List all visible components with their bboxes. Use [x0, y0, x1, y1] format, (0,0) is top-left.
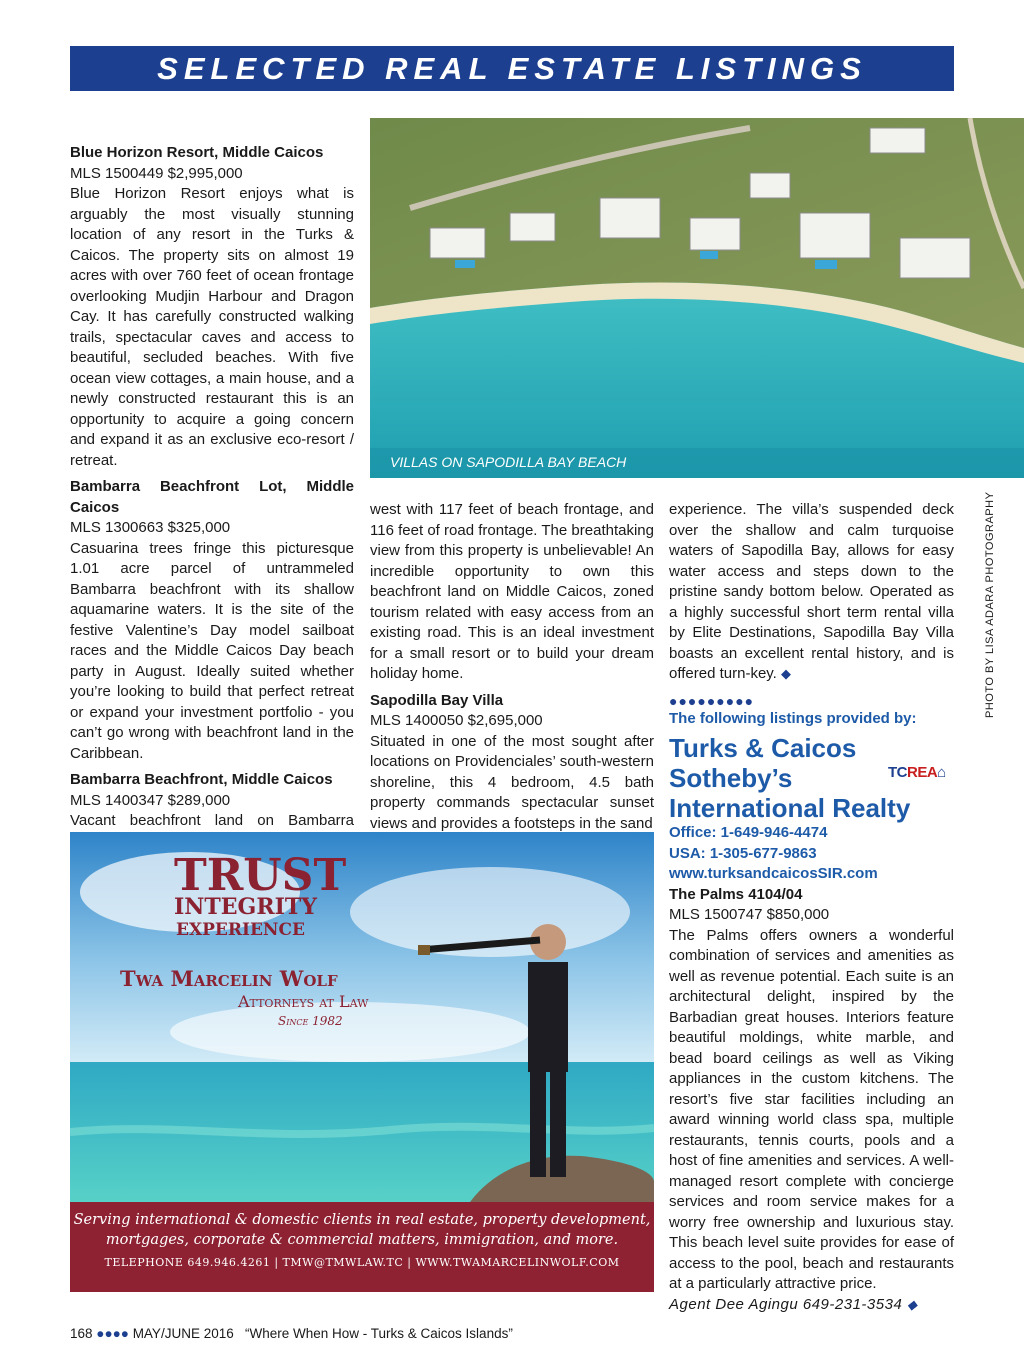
publication-name: “Where When How - Turks & Caicos Islands” — [245, 1326, 513, 1341]
photo-caption: VILLAS ON SAPODILLA BAY BEACH — [390, 454, 627, 470]
diamond-icon: ◆ — [781, 666, 792, 681]
ad-firm-name: Twa Marcelin Wolf — [120, 966, 338, 991]
listing-body: west with 117 feet of beach frontage, and 116 feet of road frontage. The breathtaking view from this property is unbelievable! An incredible opportunity to own this beachfront land on Middle Caicos, zoned tourism related with easy access from an existing road. This is an ideal investment for a small resort or to build your dream holiday home. — [370, 501, 654, 682]
listing-mls: MLS 1300663 $325,000 — [70, 519, 231, 536]
usa-phone: USA: 1-305-677-9863 — [669, 844, 817, 862]
ad-services-line2: mortgages, corporate & commercial matters, immigration, and more. — [105, 1232, 619, 1248]
listing-body: experience. The villa’s suspended deck over the shallow and calm turquoise waters of Sapodilla Bay, allows for easy water access and steps down to the pristine sandy bottom below. Operated as a highly successful short term rental villa by Elite Destinations, Sapodilla Bay Villa boasts an excellent rental history, and is offered turn-key. — [669, 501, 954, 682]
listing-mls: MLS 1500747 $850,000 — [669, 906, 830, 923]
listing-column-3 — [669, 500, 954, 1315]
diamond-icon: ◆ — [906, 1296, 918, 1312]
ad-firm-subtitle: Attorneys at Law — [238, 992, 369, 1011]
agency-name-line2: Sotheby’s — [669, 763, 793, 793]
listing-title: Sapodilla Bay Villa — [370, 691, 504, 709]
roof-icon: ⌂ — [937, 764, 946, 781]
listing-title: Bambarra Beachfront Lot, Middle Caicos — [70, 478, 354, 516]
ad-contact-line: TELEPHONE 649.946.4261 | TMW@TMWLAW.TC | WWW.TWAMARCELINWOLF.COM — [104, 1256, 620, 1269]
listing-column-2 — [370, 500, 654, 834]
agency-name-line1: Turks & Caicos — [669, 733, 857, 763]
ad-since: Since 1982 — [278, 1014, 343, 1028]
ad-bottom-band — [70, 1202, 654, 1292]
page-number: 168 — [70, 1326, 93, 1341]
listing-mls: MLS 1400347 $289,000 — [70, 791, 231, 809]
listing-body: Vacant beachfront land on Bambarra — [70, 812, 354, 829]
listing-column-1 — [70, 143, 354, 852]
aerial-photo — [370, 118, 1024, 478]
law-firm-ad — [70, 832, 654, 1292]
listing-body: The Palms offers owners a wonderful combination of services and amenities as well as revenue potential. Each suite is an architectural delight, inspired by the Barbadian great houses. Interiors feature beautiful moldings, white marble, and bead board ceilings as well as Viking appliances in the custom kitchens. The resort’s five star facilities including an award winning world class spa, multiple restaurants, tennis courts, pools and a host of fine amenities and services. A well-managed resort complete with concierge services and room service makes for a worry free ownership and luxurious stay. This beach level suite provides for ease of access to the pool, beach and restaurants at a particularly attractive price. — [669, 926, 954, 1292]
page-footer — [70, 1326, 513, 1341]
footer-dots: ●●●● — [96, 1326, 129, 1341]
office-phone: Office: 1-649-946-4474 — [669, 824, 828, 841]
agent-contact: Agent Dee Agingu 649-231-3534 — [669, 1295, 903, 1313]
photo-credit: PHOTO BY LISA ADARA PHOTOGRAPHY — [984, 491, 996, 718]
tcrea-logo: TCREA⌂ — [888, 764, 946, 781]
listing-mls: MLS 1500449 $2,995,000 — [70, 164, 243, 182]
listing-mls: MLS 1400050 $2,695,000 — [370, 712, 543, 729]
provided-by-label: The following listings provided by: — [669, 709, 917, 727]
ad-headline-experience: EXPERIENCE — [176, 920, 305, 940]
agency-name-line3: International Realty — [669, 793, 911, 823]
listing-title: Blue Horizon Resort, Middle Caicos — [70, 144, 324, 161]
page-banner: SELECTED REAL ESTATE LISTINGS — [70, 46, 954, 91]
ad-headline-integrity: INTEGRITY — [174, 894, 317, 920]
separator-dots: ●●●●●●●●● — [669, 692, 755, 709]
listing-body: Casuarina trees fringe this picturesque 1.01 acre parcel of untrammeled Bambarra beachfront with its shallow aquamarine waters. It is the site of the festive Valentine’s Day model sailboat races and the Middle Caicos Day beach party in August. Ideally suited whether you’re looking to build that perfect retreat or expand your investment portfolio - you can’t go wrong with beachfront land in the Caribbean. — [70, 539, 354, 762]
listing-title: The Palms 4104/04 — [669, 885, 803, 903]
ad-services-line1: Serving international & domestic clients in real estate, property development, — [73, 1212, 651, 1228]
listing-body: Situated in one of the most sought after locations on Providenciales’ south-western shoreline, this 4 bedroom, 4.5 bath property commands spectacular sunset views and provides a footsteps in the sand — [370, 732, 654, 832]
agency-website[interactable]: www.turksandcaicosSIR.com — [669, 865, 878, 882]
listing-title: Bambarra Beachfront, Middle Caicos — [70, 771, 333, 788]
listing-body: Blue Horizon Resort enjoys what is arguably the most visually stunning location of any resort in the Turks & Caicos. The property sits on almost 19 acres with over 760 feet of ocean frontage overlooking Mudjin Harbour and Dragon Cay. It has carefully constructed walking trails, spectacular caves and access to beautiful, secluded beaches. With five ocean view cottages, a main house, and a newly constructed restaurant this is an opportunity to acquire a going concern and expand it as an exclusive eco-resort / retreat. — [70, 185, 354, 469]
issue-date: MAY/JUNE 2016 — [132, 1326, 234, 1341]
ad-headline-trust: TRUST — [174, 850, 347, 901]
